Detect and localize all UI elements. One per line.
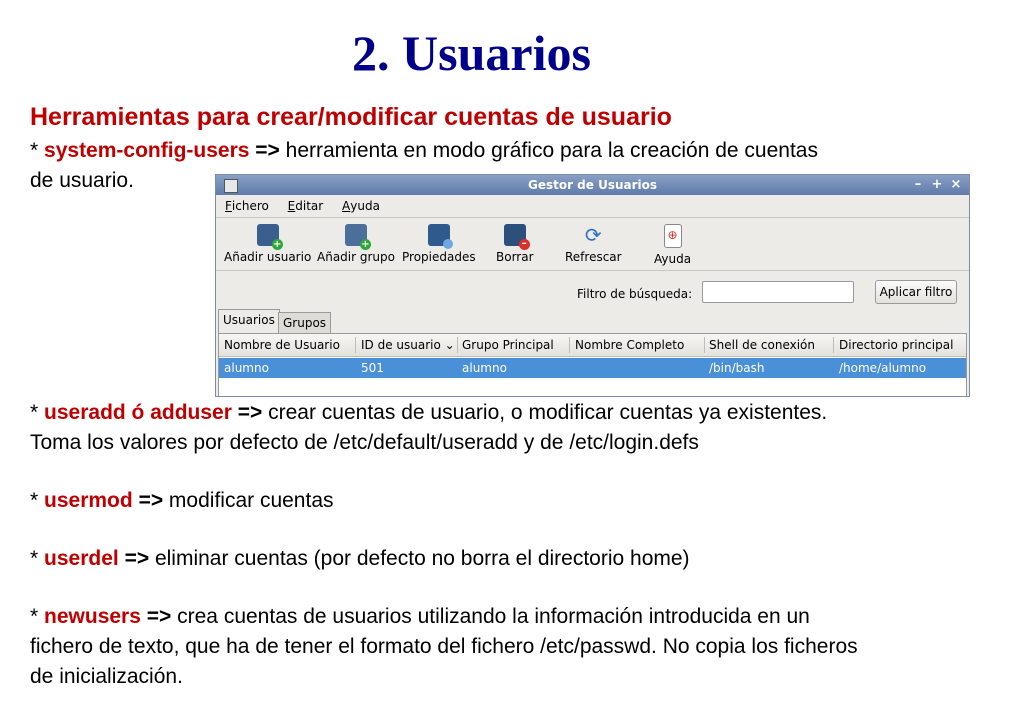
filter-bar [216, 279, 969, 307]
item-system-config-users [30, 138, 818, 164]
cell-group: alumno [462, 361, 507, 375]
item-useradd [30, 400, 827, 426]
menu-editar[interactable]: Editar [287, 199, 324, 213]
command-name: newusers [44, 605, 141, 628]
item-continuation: fichero de texto, que ha de tener el formato del fichero /etc/passwd. No copia los ficheros [30, 635, 858, 658]
add-group-button[interactable] [317, 224, 395, 264]
properties-label: Propiedades [402, 250, 476, 264]
cell-shell: /bin/bash [709, 361, 765, 375]
item-text: crea cuentas de usuarios utilizando la información introducida en un [171, 605, 810, 628]
table-header [219, 334, 966, 357]
section-heading: Herramientas para crear/modificar cuentas de usuario [30, 103, 672, 131]
delete-button[interactable] [496, 224, 534, 264]
column-header-shell[interactable]: Shell de conexión [709, 338, 816, 352]
table-row[interactable] [219, 358, 966, 378]
menu-ayuda[interactable]: Ayuda [342, 199, 380, 213]
refresh-icon: ⟳ [584, 223, 602, 247]
tab-grupos[interactable]: Grupos [278, 312, 331, 333]
command-name: userdel [44, 547, 119, 570]
delete-label: Borrar [496, 250, 534, 264]
arrow: => [138, 489, 164, 512]
sort-chevron-icon: ⌄ [444, 338, 455, 352]
delete-icon: – [504, 224, 526, 246]
bullet: * [30, 139, 39, 162]
bullet: * [30, 401, 39, 424]
arrow: => [124, 547, 150, 570]
properties-button[interactable] [402, 224, 476, 264]
menu-bar [216, 195, 969, 218]
toolbar [216, 218, 969, 271]
cell-username: alumno [224, 361, 269, 375]
arrow: => [146, 605, 172, 628]
arrow: => [255, 139, 280, 162]
column-header-username[interactable]: Nombre de Usuario [224, 338, 340, 352]
add-user-button[interactable] [224, 224, 311, 264]
command-name: usermod [44, 489, 133, 512]
command-name: useradd ó adduser [44, 401, 232, 424]
apply-filter-button[interactable]: Aplicar filtro [875, 280, 957, 304]
column-header-home[interactable]: Directorio principal [839, 338, 954, 352]
filter-input[interactable] [702, 281, 854, 303]
item-continuation: de inicialización. [30, 665, 183, 688]
refresh-label: Refrescar [565, 250, 622, 264]
maximize-icon[interactable]: + [931, 177, 943, 192]
cell-home: /home/alumno [839, 361, 927, 375]
bullet: * [30, 605, 39, 628]
cell-uid: 501 [361, 361, 384, 375]
tab-usuarios[interactable]: Usuarios [218, 309, 280, 334]
item-text: crear cuentas de usuario, o modificar cuentas ya existentes. [262, 401, 828, 424]
help-button[interactable] [654, 224, 691, 266]
slide-title: 2. Usuarios [352, 25, 591, 81]
column-header-fullname[interactable]: Nombre Completo [575, 338, 685, 352]
item-text: modificar cuentas [163, 489, 334, 512]
column-header-group[interactable]: Grupo Principal [462, 338, 554, 352]
users-table [218, 333, 967, 397]
user-manager-window [215, 174, 970, 397]
item-usermod [30, 488, 334, 514]
add-user-icon: + [257, 224, 279, 246]
item-continuation: de usuario. [30, 169, 134, 192]
close-icon[interactable]: × [950, 177, 962, 192]
item-userdel [30, 546, 690, 572]
item-newusers [30, 604, 810, 630]
help-icon: ⊕ [664, 224, 682, 248]
window-titlebar[interactable] [216, 175, 969, 195]
add-user-label: Añadir usuario [224, 250, 312, 264]
bullet: * [30, 489, 39, 512]
arrow: => [237, 401, 263, 424]
column-header-uid[interactable]: ID de usuario ⌄ [361, 338, 455, 352]
properties-icon [428, 224, 450, 246]
item-continuation: Toma los valores por defecto de /etc/default/useradd y de /etc/login.defs [30, 431, 699, 454]
add-group-icon: + [345, 224, 367, 246]
filter-label: Filtro de búsqueda: [577, 287, 693, 301]
help-label: Ayuda [654, 252, 692, 266]
item-text: eliminar cuentas (por defecto no borra el directorio home) [149, 547, 690, 570]
bullet: * [30, 547, 39, 570]
add-group-label: Añadir grupo [317, 250, 395, 264]
menu-fichero[interactable]: Fichero [225, 199, 269, 213]
refresh-button[interactable] [565, 224, 622, 264]
window-title: Gestor de Usuarios [527, 178, 658, 192]
item-text: herramienta en modo gráfico para la creación de cuentas [279, 139, 818, 162]
minimize-icon[interactable]: – [914, 177, 922, 192]
command-name: system-config-users [44, 139, 250, 162]
